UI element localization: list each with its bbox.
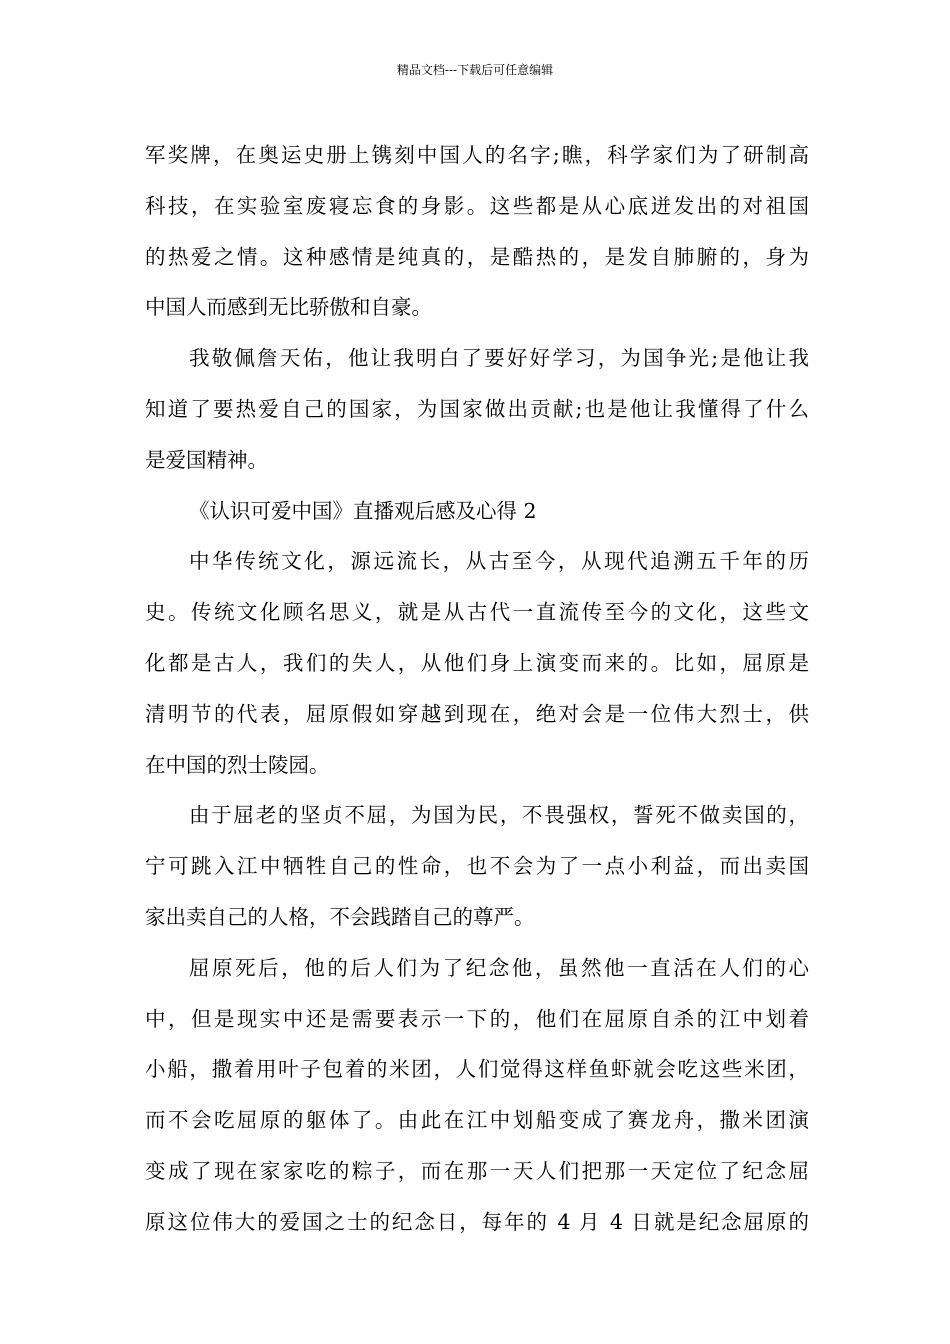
text-line: 宁可跳入江中牺牲自己的性命，也不会为了一点小利益，而出卖国 — [145, 854, 809, 879]
paragraph-1 — [145, 130, 809, 333]
text-line: 中，但是现实中还是需要表示一下的，他们在屈原自杀的江中划着 — [145, 1006, 809, 1031]
text-line: 原这位伟大的爱国之士的纪念日，每年的 4 月 4 日就是纪念屈原的 — [145, 1209, 809, 1234]
text-line: 屈原死后，他的后人们为了纪念他，虽然他一直活在人们的心 — [189, 955, 809, 980]
document-body — [145, 130, 809, 1248]
text-line: 家出卖自己的人格，不会践踏自己的尊严。 — [145, 904, 535, 929]
paragraph-4 — [145, 790, 809, 942]
text-line: 科技，在实验室废寝忘食的身影。这些都是从心底迸发出的对祖国 — [145, 193, 809, 218]
text-line: 在中国的烈士陵园。 — [145, 752, 330, 777]
paragraph-2 — [145, 333, 809, 485]
text-line: 清明节的代表，屈原假如穿越到现在，绝对会是一位伟大烈士，供 — [145, 701, 809, 726]
text-line: 军奖牌，在奥运史册上镌刻中国人的名字;瞧，科学家们为了研制高 — [145, 143, 809, 167]
text-line: 变成了现在家家吃的粽子，而在那一天人们把那一天定位了纪念屈 — [145, 1158, 809, 1183]
text-line: 史。传统文化顾名思义，就是从古代一直流传至今的文化，这些文 — [145, 600, 809, 625]
text-line: 化都是古人，我们的失人，从他们身上演变而来的。比如，屈原是 — [145, 650, 809, 675]
text-line: 我敬佩詹天佑，他让我明白了要好好学习，为国争光;是他让我 — [189, 346, 809, 371]
text-line: 是爱国精神。 — [145, 447, 268, 472]
paragraph-3 — [145, 536, 809, 790]
text-line: 中华传统文化，源远流长，从古至今，从现代追溯五千年的历 — [189, 549, 809, 574]
text-line: 知道了要热爱自己的国家，为国家做出贡献;也是他让我懂得了什么 — [145, 396, 809, 421]
section-heading: 《认识可爱中国》直播观后感及心得 2 — [189, 498, 537, 523]
text-line: 的热爱之情。这种感情是纯真的，是酷热的，是发自肺腑的，身为 — [145, 244, 809, 269]
paragraph-5 — [145, 943, 809, 1248]
page-header: 精品文档---下载后可任意编辑 — [396, 63, 554, 77]
text-line: 而不会吃屈原的躯体了。由此在江中划船变成了赛龙舟，撒米团演 — [145, 1108, 809, 1133]
text-line: 由于屈老的坚贞不屈，为国为民，不畏强权，誓死不做卖国的， — [189, 803, 809, 828]
text-line: 中国人而感到无比骄傲和自豪。 — [145, 295, 432, 320]
text-line: 小船，撒着用叶子包着的米团，人们觉得这样鱼虾就会吃这些米团， — [145, 1057, 809, 1082]
